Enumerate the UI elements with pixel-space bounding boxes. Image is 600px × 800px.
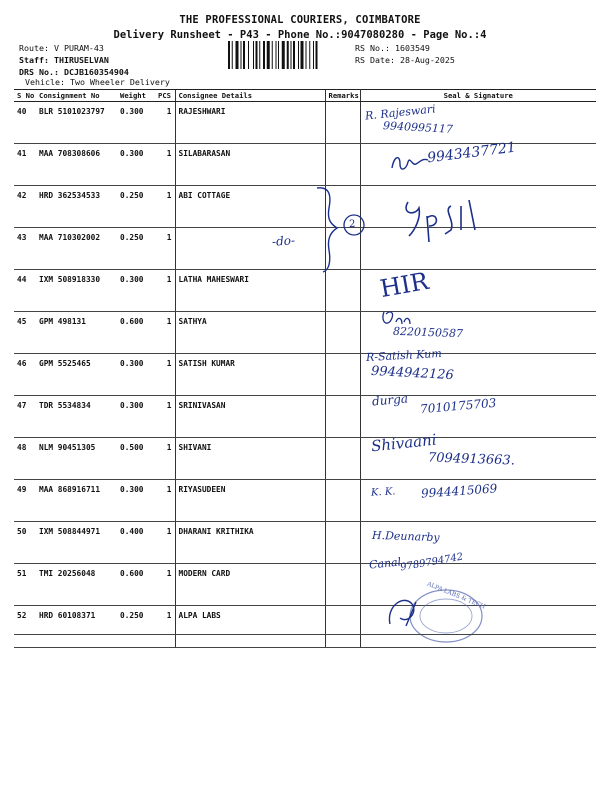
- signature-r51-name: Canal: [368, 555, 402, 572]
- runsheet-table: [14, 89, 596, 648]
- cell-consignee: MODERN CARD: [175, 564, 325, 606]
- cell-weight: 0.300: [117, 102, 155, 144]
- cell-consignment: GPM 5525465: [36, 354, 117, 396]
- cell-consignment: TMI 20256048: [36, 564, 117, 606]
- signature-r46-phone: 9944942126: [370, 363, 455, 384]
- cell-weight: 0.300: [117, 396, 155, 438]
- table-header-row: [14, 90, 596, 102]
- ditto-bracket-mark: [255, 178, 485, 276]
- cell-sno: 49: [14, 480, 36, 522]
- cell-weight: 0.300: [117, 144, 155, 186]
- cell-sno: 45: [14, 312, 36, 354]
- col-header-consignee: Consignee Details: [175, 90, 325, 102]
- staff-label: Staff: THIRUSELVAN: [19, 55, 109, 65]
- rs-number: RS No.: 1603549: [355, 43, 430, 53]
- signature-r47-name: durga: [371, 391, 409, 409]
- cell-pcs: 1: [155, 144, 175, 186]
- table-row: [14, 354, 596, 396]
- cell-pcs: 1: [155, 186, 175, 228]
- drs-number: DRS No.: DCJB160354904: [19, 67, 129, 77]
- cell-consignee: SATISH KUMAR: [175, 354, 325, 396]
- cell-consignee: RIYASUDEEN: [175, 480, 325, 522]
- cell-consignment: MAA 708308606: [36, 144, 117, 186]
- cell-weight: 0.300: [117, 480, 155, 522]
- company-title: THE PROFESSIONAL COURIERS, COIMBATORE: [179, 14, 421, 26]
- signature-r48-phone: 7094913663.: [427, 450, 516, 469]
- signature-r41-phone: 9943437721: [426, 139, 517, 167]
- signature-r50: H.Deunarby: [371, 528, 440, 545]
- stamp-text: ALPA LABS & TECH: [425, 580, 487, 611]
- cell-sno: 48: [14, 438, 36, 480]
- cell-pcs: 1: [155, 312, 175, 354]
- cell-consignee: LATHA MAHESWARI: [175, 270, 325, 312]
- cell-consignee: SATHYA: [175, 312, 325, 354]
- cell-consignment: TDR 5534834: [36, 396, 117, 438]
- cell-pcs: 1: [155, 228, 175, 270]
- signature-r45-phone: 8220150587: [392, 324, 464, 341]
- rs-date: RS Date: 28-Aug-2025: [355, 55, 455, 65]
- cell-remarks: [325, 522, 360, 564]
- cell-weight: 0.600: [117, 564, 155, 606]
- cell-consignee: DHARANI KRITHIKA: [175, 522, 325, 564]
- cell-consignee: ABI COTTAGE: [175, 186, 325, 228]
- cell-consignment: HRD 362534533: [36, 186, 117, 228]
- signature-r51-phone: 9789794742: [399, 551, 465, 574]
- cell-pcs: 1: [155, 522, 175, 564]
- col-header-consignment: Consignment No: [36, 90, 117, 102]
- cell-consignment: GPM 498131: [36, 312, 117, 354]
- cell-weight: 0.250: [117, 606, 155, 648]
- barcode: [228, 41, 350, 69]
- col-header-pcs: PCS: [155, 90, 175, 102]
- cell-consignee: SILABARASAN: [175, 144, 325, 186]
- cell-weight: 0.300: [117, 270, 155, 312]
- cell-sno: 42: [14, 186, 36, 228]
- col-header-weight: Weight: [117, 90, 155, 102]
- cell-remarks: [325, 354, 360, 396]
- signature-r46-name: R-Satish Kum: [365, 347, 443, 364]
- col-header-sno: S No: [14, 90, 36, 102]
- table-row: [14, 396, 596, 438]
- cell-sno: 47: [14, 396, 36, 438]
- cell-weight: 0.300: [117, 354, 155, 396]
- cell-weight: 0.600: [117, 312, 155, 354]
- signature-r40-name: R. Rajeswari: [364, 102, 437, 123]
- cell-consignment: BLR 5101023797: [36, 102, 117, 144]
- cell-weight: 0.500: [117, 438, 155, 480]
- cell-remarks: [325, 606, 360, 648]
- signature-r47-phone: 7010175703: [419, 395, 497, 417]
- cell-sno: 51: [14, 564, 36, 606]
- cell-pcs: 1: [155, 606, 175, 648]
- cell-pcs: 1: [155, 564, 175, 606]
- cell-remarks: [325, 396, 360, 438]
- cell-pcs: 1: [155, 354, 175, 396]
- cell-remarks: [325, 480, 360, 522]
- cell-consignment: MAA 710302002: [36, 228, 117, 270]
- cell-consignee: SHIVANI: [175, 438, 325, 480]
- cell-remarks: [325, 564, 360, 606]
- cell-weight: 0.400: [117, 522, 155, 564]
- table-row: [14, 480, 596, 522]
- table-row: [14, 522, 596, 564]
- runsheet-subtitle: Delivery Runsheet - P43 - Phone No.:9047080280 - Page No.:4: [113, 29, 487, 41]
- cell-sno: 46: [14, 354, 36, 396]
- cell-sno: 43: [14, 228, 36, 270]
- cell-remarks: [325, 312, 360, 354]
- cell-sno: 41: [14, 144, 36, 186]
- table-row: [14, 102, 596, 144]
- vehicle-label: Vehicle: Two Wheeler Delivery: [25, 77, 170, 87]
- signature-r49-name: K. K.: [370, 486, 396, 499]
- cell-sno: 50: [14, 522, 36, 564]
- cell-consignee: SRINIVASAN: [175, 396, 325, 438]
- cell-consignee: ALPA LABS: [175, 606, 325, 648]
- cell-remarks: [325, 102, 360, 144]
- circled-count: 2: [349, 219, 356, 230]
- cell-pcs: 1: [155, 480, 175, 522]
- cell-sno: 40: [14, 102, 36, 144]
- cell-consignment: IXM 508918330: [36, 270, 117, 312]
- signature-r49-phone: 9944415069: [420, 481, 498, 501]
- cell-pcs: 1: [155, 102, 175, 144]
- ditto-mark-text: -do-: [271, 233, 296, 249]
- col-header-seal: Seal & Signature: [360, 90, 596, 102]
- cell-remarks: [325, 438, 360, 480]
- cell-weight: 0.250: [117, 228, 155, 270]
- cell-consignee: RAJESHWARI: [175, 102, 325, 144]
- signature-r48-name: Shivaani: [370, 430, 438, 456]
- signature-r40-phone: 9940995117: [382, 119, 454, 136]
- table-row: [14, 606, 596, 648]
- cell-consignment: HRD 60108371: [36, 606, 117, 648]
- cell-weight: 0.250: [117, 186, 155, 228]
- cell-pcs: 1: [155, 270, 175, 312]
- cell-sno: 52: [14, 606, 36, 648]
- cell-pcs: 1: [155, 396, 175, 438]
- table-row: [14, 312, 596, 354]
- cell-consignment: NLM 90451305: [36, 438, 117, 480]
- cell-consignment: MAA 868916711: [36, 480, 117, 522]
- signature-r44: HIR: [377, 267, 431, 303]
- cell-pcs: 1: [155, 438, 175, 480]
- col-header-remarks: Remarks: [325, 90, 360, 102]
- table-end-line: [14, 634, 596, 635]
- table-row: [14, 564, 596, 606]
- cell-sno: 44: [14, 270, 36, 312]
- route-label: Route: V PURAM-43: [19, 43, 104, 53]
- cell-consignment: IXM 508844971: [36, 522, 117, 564]
